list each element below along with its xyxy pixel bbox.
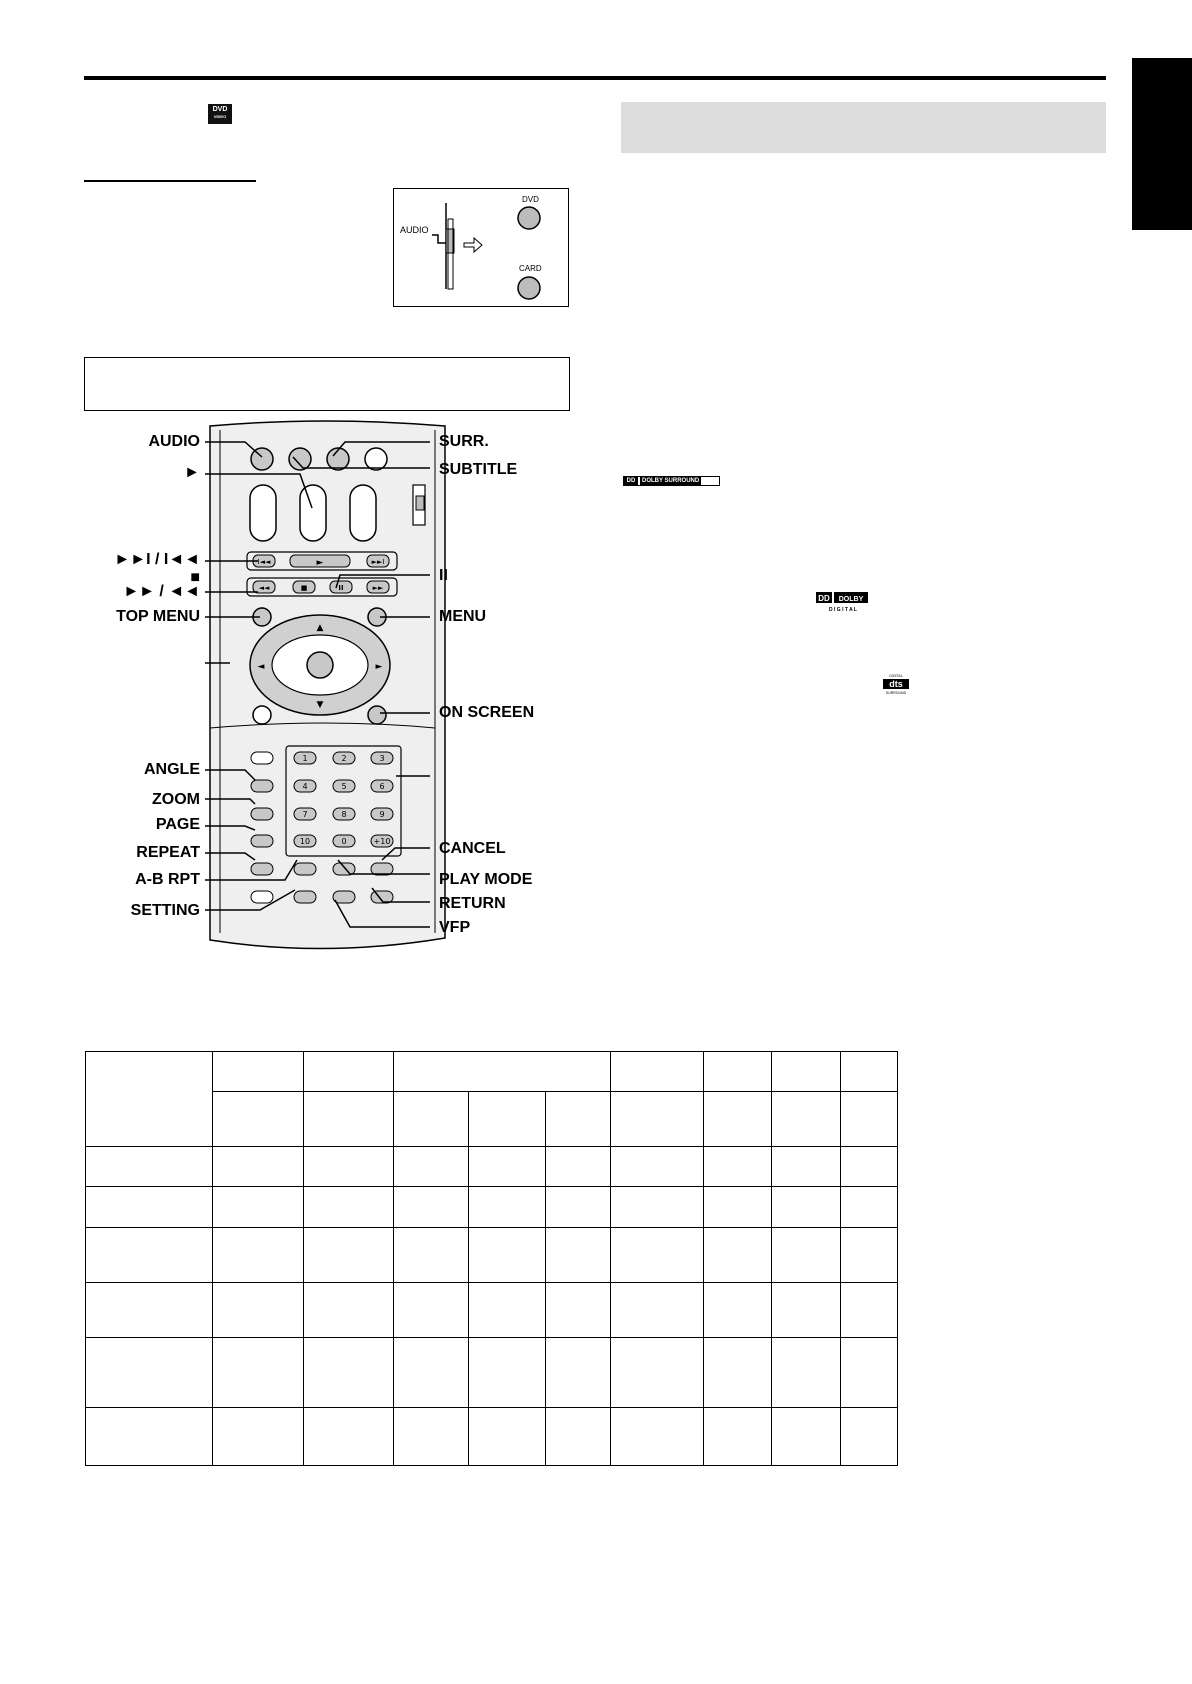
arrow-up-glyph: ▲	[316, 623, 324, 633]
pause-glyph: II	[338, 584, 344, 592]
dts-sub-text: SURROUND	[885, 691, 907, 695]
label-cancel: CANCEL	[439, 840, 506, 857]
arrow-left-glyph: ◄	[257, 662, 265, 672]
key-3: 3	[379, 754, 385, 763]
key-2: 2	[341, 754, 347, 763]
label-skip: ►►I / I◄◄	[114, 551, 200, 568]
dts-logo	[880, 673, 912, 695]
key-10: 10	[299, 837, 311, 846]
card-select-button	[518, 277, 540, 299]
dolby-surround-text: DOLBY SURROUND	[642, 478, 700, 484]
dolby-digital-text: DOLBY	[838, 596, 864, 603]
key-9: 9	[379, 810, 385, 819]
label-angle: ANGLE	[144, 761, 200, 778]
arrow-right-glyph: ►	[375, 662, 383, 672]
rewind-glyph: ◄◄	[258, 584, 270, 592]
prev-skip-glyph: I◄◄	[257, 558, 271, 566]
dts-mark: dts	[889, 679, 903, 689]
header-rule	[84, 76, 1106, 80]
label-menu: MENU	[439, 608, 487, 625]
dolby-surround-logo	[623, 476, 720, 486]
key-8: 8	[341, 810, 347, 819]
label-play: ►	[184, 464, 200, 481]
audio-format-table	[85, 1051, 898, 1466]
key-0: 0	[341, 837, 347, 846]
dts-top-text: DIGITAL	[889, 674, 903, 678]
audio-slider-label: AUDIO	[400, 225, 429, 235]
card-slider-label: CARD	[519, 264, 542, 273]
key-5: 5	[341, 782, 347, 791]
stop-glyph: ■	[300, 584, 308, 592]
label-subtitle: SUBTITLE	[439, 461, 518, 478]
label-setting: SETTING	[130, 902, 200, 919]
dvd-select-button	[518, 207, 540, 229]
table-row	[86, 1408, 898, 1466]
section-heading-bar	[621, 102, 1106, 153]
label-page: PAGE	[155, 816, 200, 833]
dvd-slider-label: DVD	[522, 195, 539, 204]
fast-forward-glyph: ►►	[372, 584, 384, 592]
key-plus-10: +10	[373, 837, 391, 846]
key-1: 1	[302, 754, 308, 763]
label-ab-rpt: A-B RPT	[135, 871, 200, 888]
label-vfp: VFP	[439, 919, 471, 936]
key-7: 7	[302, 810, 308, 819]
dolby-digital-sub: D I G I T A L	[829, 607, 857, 613]
label-audio: AUDIO	[148, 433, 200, 450]
table-row	[86, 1338, 898, 1408]
audio-slider-diagram	[393, 188, 569, 307]
slider-diagram-svg	[394, 189, 570, 308]
label-return: RETURN	[439, 895, 506, 912]
play-glyph: ►	[316, 558, 324, 568]
table-header-row	[86, 1052, 898, 1092]
label-repeat: REPEAT	[136, 844, 200, 861]
dolby-surround-mark: DD	[624, 477, 638, 485]
next-skip-glyph: ►►I	[371, 558, 385, 566]
note-box	[84, 357, 570, 411]
key-4: 4	[302, 782, 308, 791]
label-pause: II	[439, 567, 448, 584]
subheading-rule	[84, 180, 256, 182]
label-play-mode: PLAY MODE	[439, 871, 533, 888]
label-on-screen: ON SCREEN	[439, 704, 535, 721]
arrow-down-glyph: ▼	[316, 700, 324, 710]
section-side-tab	[1132, 58, 1192, 230]
table-row	[86, 1228, 898, 1283]
label-stop: ■	[190, 569, 200, 586]
table-row	[86, 1187, 898, 1228]
label-zoom: ZOOM	[152, 791, 200, 808]
dvd-badge-text: DVD	[212, 106, 228, 113]
key-6: 6	[379, 782, 385, 791]
callout-lines	[190, 430, 450, 950]
dvd-badge-sub: VIDEO	[213, 114, 227, 119]
table-row	[86, 1147, 898, 1187]
dvd-video-logo	[208, 104, 232, 124]
dolby-digital-logo	[815, 591, 873, 613]
label-surr: SURR.	[439, 433, 489, 450]
label-top-menu: TOP MENU	[116, 608, 200, 625]
table-row	[86, 1283, 898, 1338]
dolby-digital-mark: DD	[818, 594, 830, 603]
label-search: ►► / ◄◄	[123, 583, 200, 600]
